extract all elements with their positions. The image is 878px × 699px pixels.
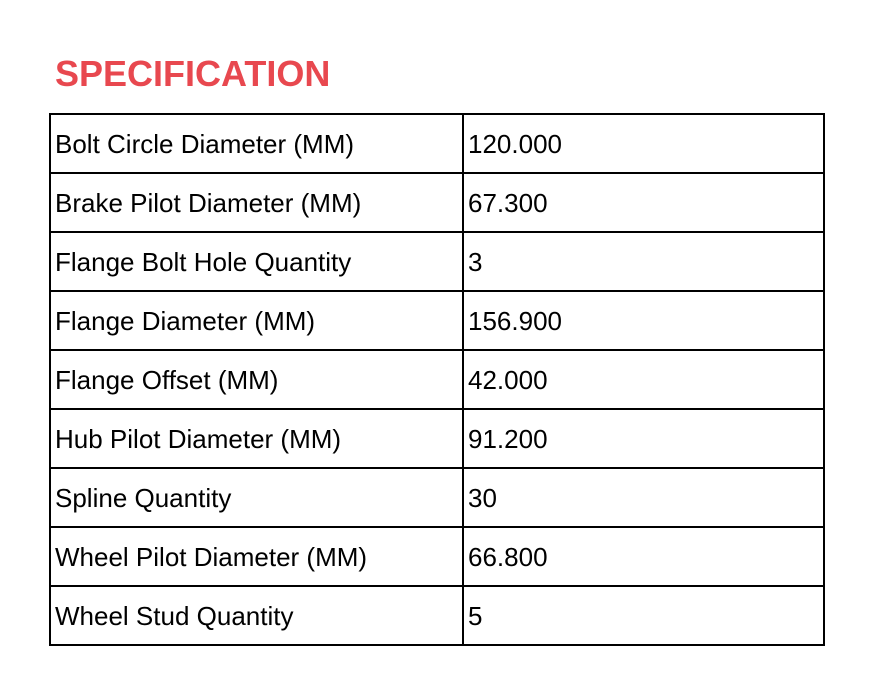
spec-label: Brake Pilot Diameter (MM) — [50, 173, 463, 232]
spec-value: 67.300 — [463, 173, 824, 232]
table-row — [50, 114, 824, 173]
spec-value: 120.000 — [463, 114, 824, 173]
spec-label: Wheel Stud Quantity — [50, 586, 463, 645]
table-row — [50, 173, 824, 232]
spec-label: Flange Diameter (MM) — [50, 291, 463, 350]
table-row — [50, 291, 824, 350]
spec-value: 156.900 — [463, 291, 824, 350]
spec-value: 91.200 — [463, 409, 824, 468]
spec-value: 3 — [463, 232, 824, 291]
spec-label: Wheel Pilot Diameter (MM) — [50, 527, 463, 586]
table-row — [50, 232, 824, 291]
spec-label: Bolt Circle Diameter (MM) — [50, 114, 463, 173]
spec-value: 42.000 — [463, 350, 824, 409]
specification-table — [49, 113, 825, 646]
table-row — [50, 409, 824, 468]
spec-value: 66.800 — [463, 527, 824, 586]
table-row — [50, 350, 824, 409]
spec-label: Flange Bolt Hole Quantity — [50, 232, 463, 291]
spec-label: Flange Offset (MM) — [50, 350, 463, 409]
spec-value: 30 — [463, 468, 824, 527]
table-row — [50, 468, 824, 527]
table-row — [50, 527, 824, 586]
spec-label: Hub Pilot Diameter (MM) — [50, 409, 463, 468]
spec-value: 5 — [463, 586, 824, 645]
table-row — [50, 586, 824, 645]
page-title: SPECIFICATION — [55, 53, 331, 94]
spec-label: Spline Quantity — [50, 468, 463, 527]
